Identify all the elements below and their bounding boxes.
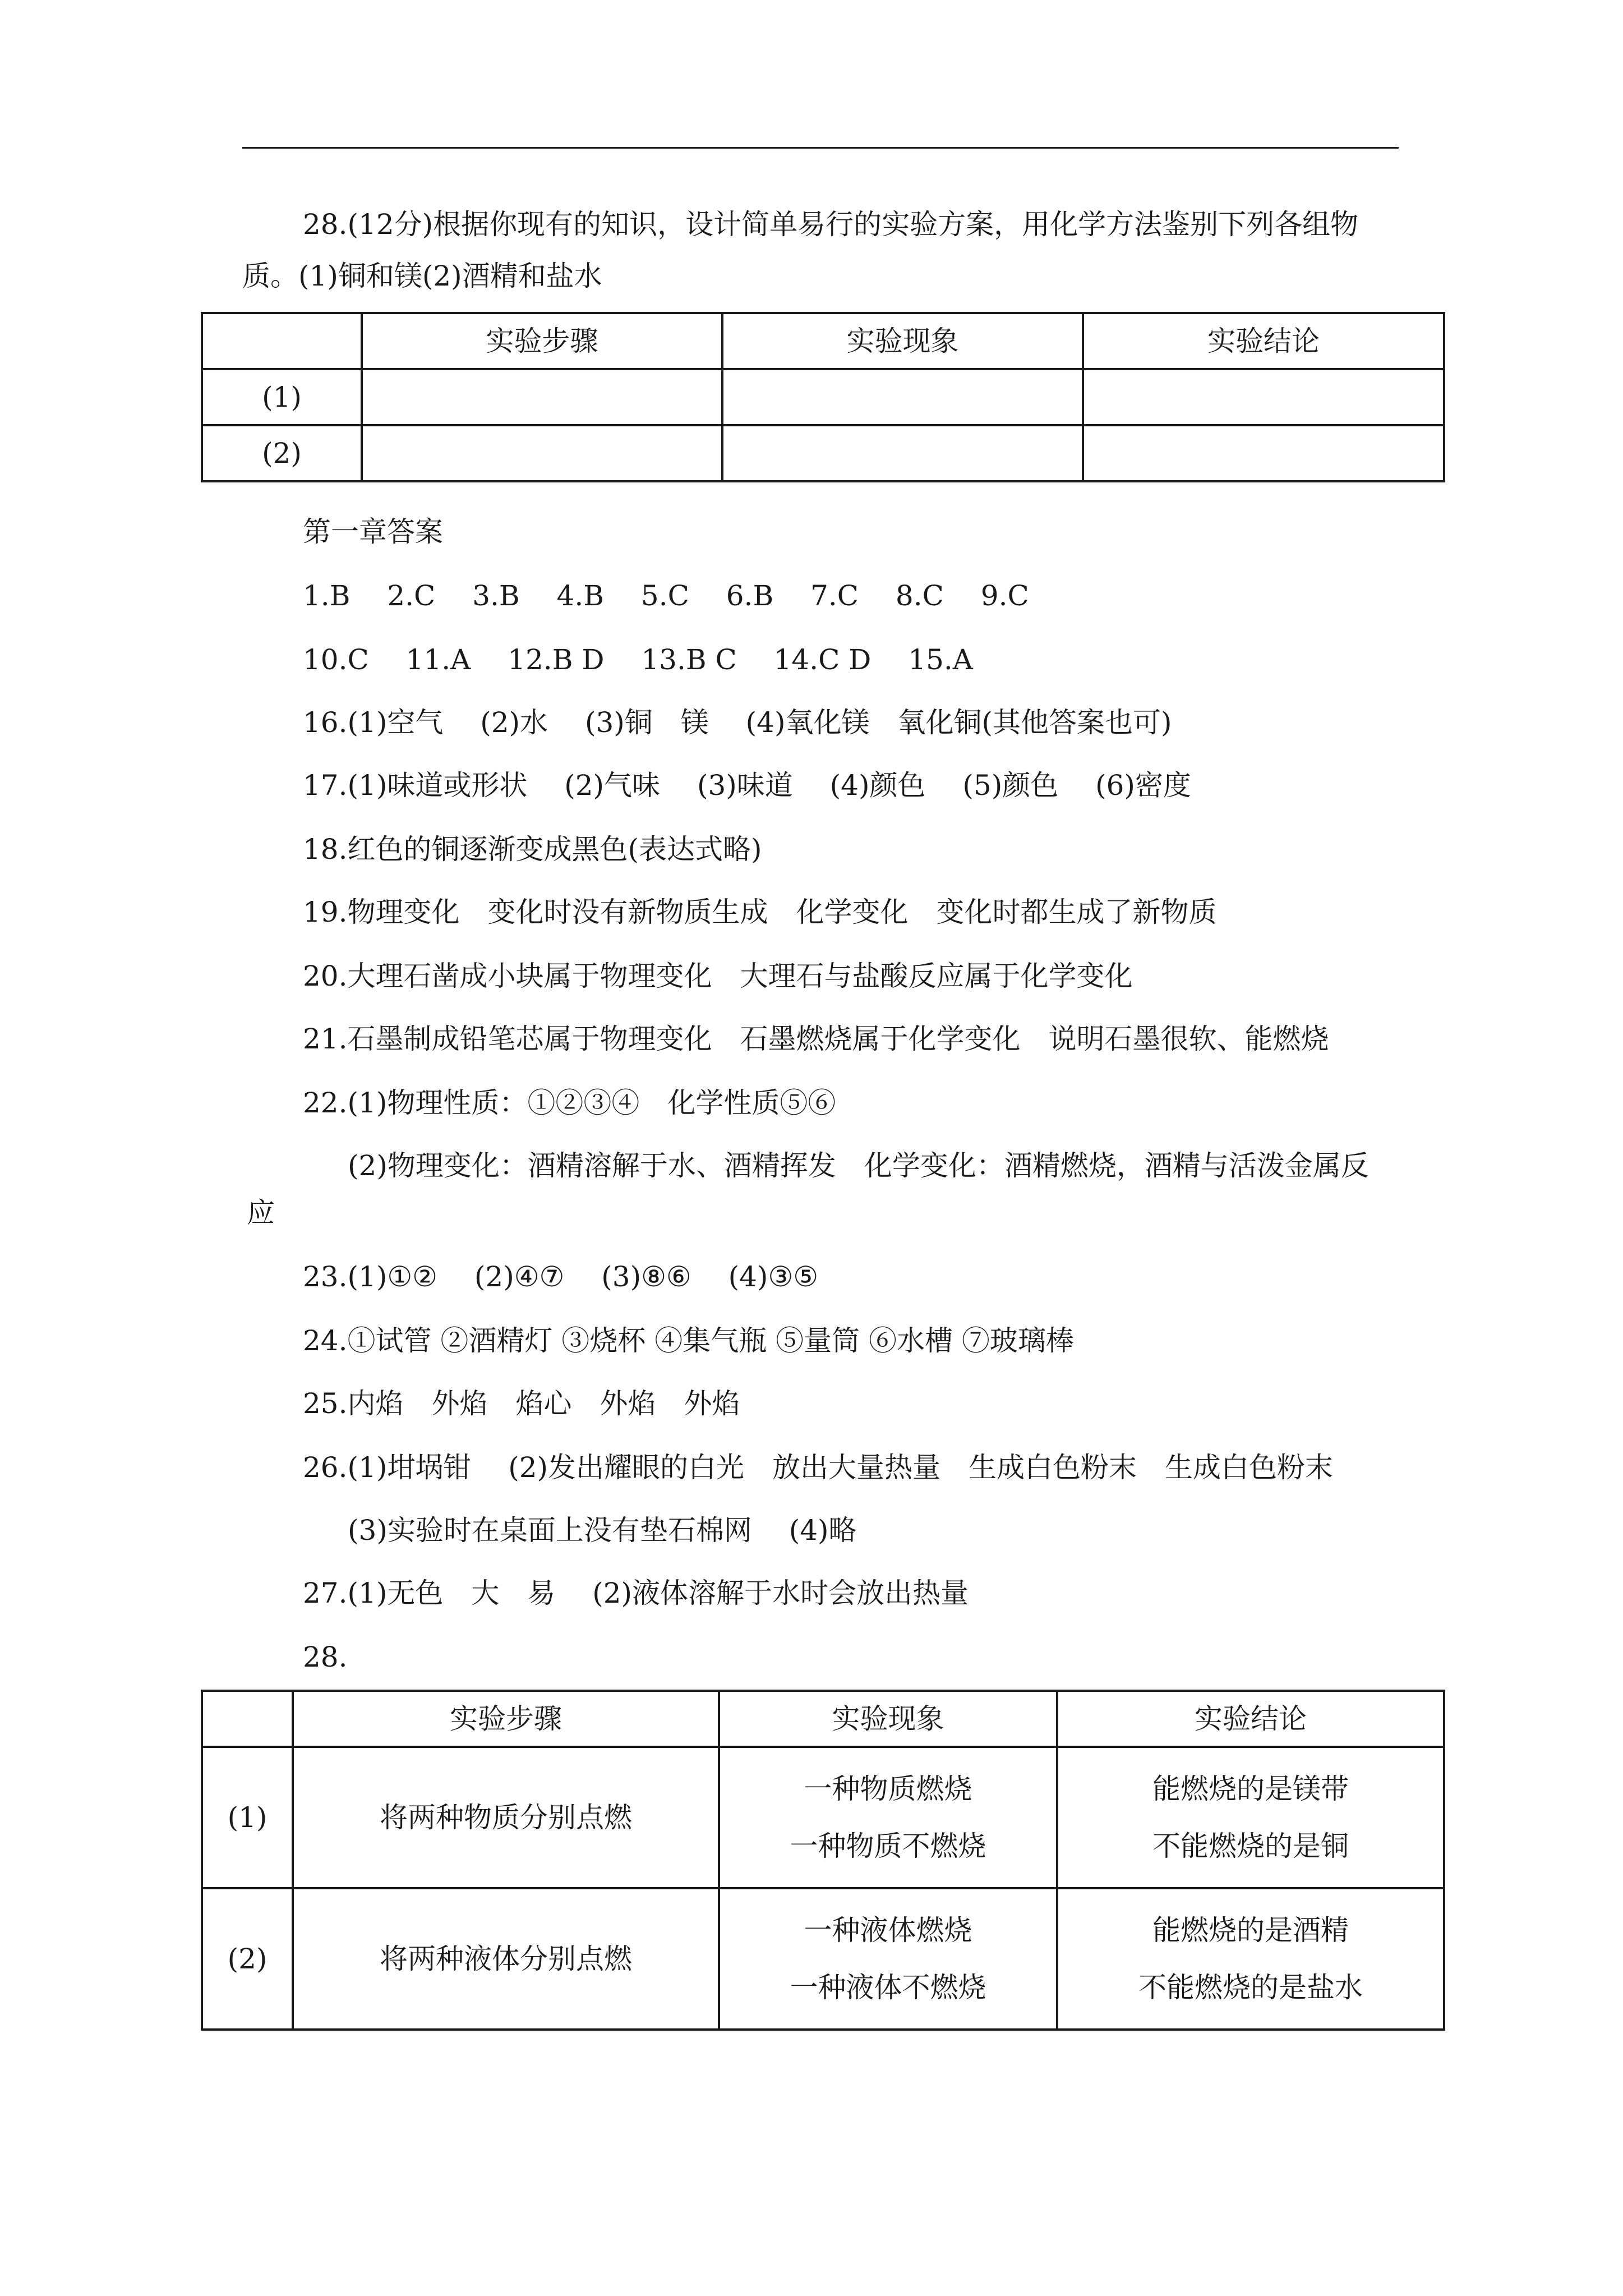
conclusion-line: 不能燃烧的是盐水 <box>1138 1971 1363 2004</box>
table-header-row <box>202 313 1444 369</box>
answer-line-22-3: 应 <box>247 1197 275 1229</box>
answer-line-18: 18.红色的铜逐渐变成黑色(表达式略) <box>303 833 762 866</box>
table-row <box>202 425 1444 481</box>
answer-line-21: 21.石墨制成铅笔芯属于物理变化 石墨燃烧属于化学变化 说明石墨很软、能燃烧 <box>303 1023 1329 1055</box>
question-line-1: 28.(12分)根据你现有的知识，设计简单易行的实验方案，用化学方法鉴别下列各组物 <box>303 208 1359 241</box>
answer-table <box>201 1690 1445 2031</box>
phenomenon-line: 一种液体不燃烧 <box>790 1971 986 2004</box>
empty-cell <box>362 369 722 425</box>
conclusion-line: 能燃烧的是酒精 <box>1152 1914 1349 1947</box>
answer-line-25: 25.内焰 外焰 焰心 外焰 外焰 <box>303 1387 740 1420</box>
phenomenon-line: 一种物质不燃烧 <box>790 1830 986 1862</box>
phenomenon-cell <box>719 1747 1057 1888</box>
answer-line-26: 26.(1)坩埚钳 (2)发出耀眼的白光 放出大量热量 生成白色粉末 生成白色粉末 <box>303 1451 1334 1484</box>
answer-line-26-2: (3)实验时在桌面上没有垫石棉网 (4)略 <box>348 1514 857 1547</box>
empty-cell <box>362 425 722 481</box>
step-cell: 将两种物质分别点燃 <box>293 1747 719 1888</box>
empty-cell <box>722 425 1083 481</box>
row-label: (1) <box>202 1747 293 1888</box>
answer-line-10: 10.C 11.A 12.B D 13.B C 14.C D 15.A <box>303 643 973 676</box>
header-cell-phenomenon: 实验现象 <box>722 313 1083 369</box>
phenomenon-line: 一种液体燃烧 <box>804 1914 972 1947</box>
step-cell: 将两种液体分别点燃 <box>293 1888 719 2030</box>
table-row <box>202 1888 1444 2030</box>
conclusion-cell <box>1057 1888 1444 2030</box>
row-label: (2) <box>202 425 362 481</box>
header-cell-phenomenon: 实验现象 <box>719 1691 1057 1747</box>
answer-line-22-2: (2)物理变化：酒精溶解于水、酒精挥发 化学变化：酒精燃烧，酒精与活泼金属反 <box>348 1149 1369 1182</box>
answer-line-20: 20.大理石凿成小块属于物理变化 大理石与盐酸反应属于化学变化 <box>303 960 1133 992</box>
header-rule <box>242 147 1399 149</box>
answer-line-22: 22.(1)物理性质：①②③④ 化学性质⑤⑥ <box>303 1087 836 1119</box>
header-cell-conclusion: 实验结论 <box>1083 313 1444 369</box>
conclusion-line: 不能燃烧的是铜 <box>1152 1830 1349 1862</box>
header-cell-steps: 实验步骤 <box>293 1691 719 1747</box>
table-row <box>202 1747 1444 1888</box>
question-line-2: 质。(1)铜和镁(2)酒精和盐水 <box>242 260 602 292</box>
row-label: (2) <box>202 1888 293 2030</box>
empty-cell <box>722 369 1083 425</box>
answer-line-23: 23.(1)①② (2)④⑦ (3)⑧⑥ (4)③⑤ <box>303 1260 819 1293</box>
header-cell-steps: 实验步骤 <box>362 313 722 369</box>
header-cell-blank <box>202 1691 293 1747</box>
blank-answer-table <box>201 312 1445 482</box>
answer-line-24: 24.①试管 ②酒精灯 ③烧杯 ④集气瓶 ⑤量筒 ⑥水槽 ⑦玻璃棒 <box>303 1324 1074 1357</box>
phenomenon-line: 一种物质燃烧 <box>804 1773 972 1805</box>
answer-line-1: 1.B 2.C 3.B 4.B 5.C 6.B 7.C 8.C 9.C <box>303 579 1029 612</box>
conclusion-cell <box>1057 1747 1444 1888</box>
conclusion-line: 能燃烧的是镁带 <box>1152 1773 1349 1805</box>
header-cell-conclusion: 实验结论 <box>1057 1691 1444 1747</box>
answers-heading: 第一章答案 <box>303 516 443 548</box>
row-label: (1) <box>202 369 362 425</box>
answer-line-19: 19.物理变化 变化时没有新物质生成 化学变化 变化时都生成了新物质 <box>303 896 1217 928</box>
answer-line-27: 27.(1)无色 大 易 (2)液体溶解于水时会放出热量 <box>303 1577 969 1609</box>
table-row <box>202 369 1444 425</box>
header-cell-blank <box>202 313 362 369</box>
answer-line-16: 16.(1)空气 (2)水 (3)铜 镁 (4)氧化镁 氧化铜(其他答案也可) <box>303 706 1172 739</box>
answer-line-28: 28. <box>303 1641 348 1673</box>
table-header-row <box>202 1691 1444 1747</box>
empty-cell <box>1083 425 1444 481</box>
answer-line-17: 17.(1)味道或形状 (2)气味 (3)味道 (4)颜色 (5)颜色 (6)密度 <box>303 769 1191 802</box>
phenomenon-cell <box>719 1888 1057 2030</box>
empty-cell <box>1083 369 1444 425</box>
